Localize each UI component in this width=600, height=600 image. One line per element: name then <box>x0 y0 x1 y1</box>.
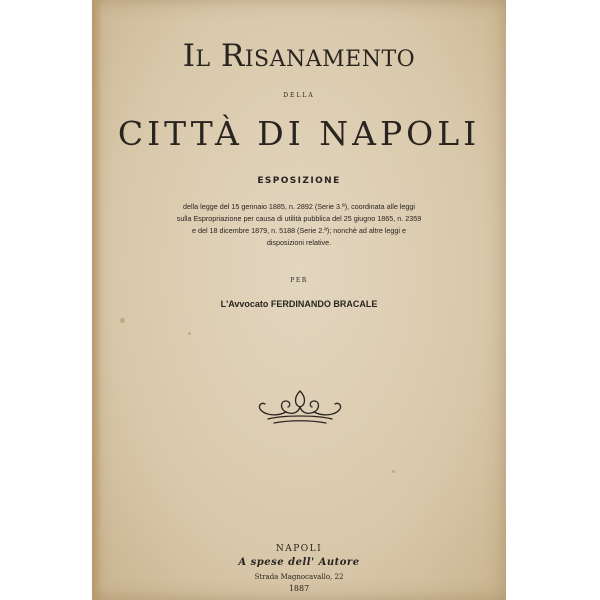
imprint-address: Strada Magnocavallo, 22 <box>254 573 344 581</box>
by-label: PER <box>290 277 308 284</box>
description-line: e del 18 dicembre 1879, n. 5188 (Serie 2.ª); nonchè ad altre leggi e <box>191 226 407 235</box>
author-line: L'Avvocato FERDINANDO BRACALE <box>220 299 378 309</box>
title-line-1-text: Il Risanamento <box>182 38 416 74</box>
description-line: sulla Espropriazione per causa di utilità pubblica del 25 giugno 1865, n. 2359 <box>176 214 422 223</box>
description-block <box>124 201 474 249</box>
description-line: disposizioni relative. <box>266 238 332 247</box>
paper-stain <box>188 332 191 335</box>
imprint-year: 1887 <box>288 584 310 593</box>
title-connector: DELLA <box>283 92 315 99</box>
flourish-ornament-icon <box>254 385 346 427</box>
book-title-page <box>92 0 506 600</box>
description-line: della legge del 15 gennaio 1885, n. 2892 (Serie 3.ª), coordinata alle leggi <box>182 202 416 211</box>
subtitle: ESPOSIZIONE <box>257 176 341 186</box>
imprint-city: NAPOLI <box>275 544 323 554</box>
title-line-1 <box>92 38 506 74</box>
paper-stain <box>392 470 395 473</box>
imprint-publisher: A spese dell' Autore <box>238 557 360 568</box>
title-line-2: CITTÀ DI NAPOLI <box>117 114 481 153</box>
paper-stain <box>120 318 125 323</box>
